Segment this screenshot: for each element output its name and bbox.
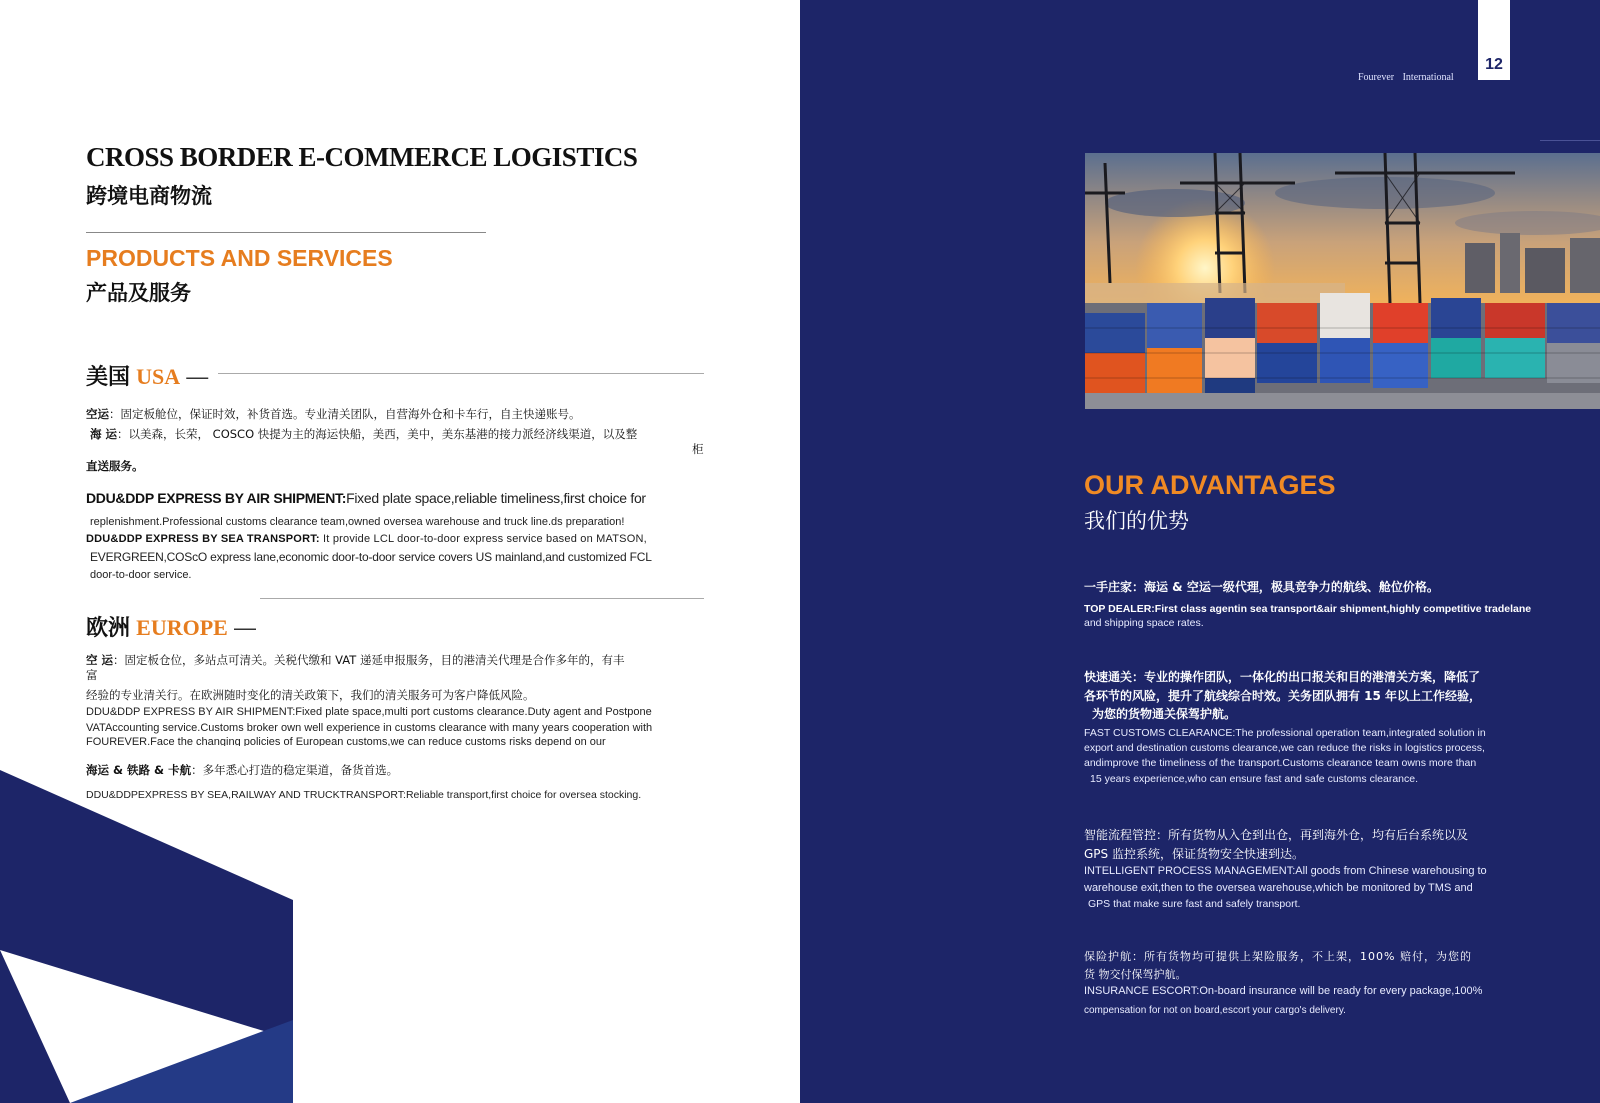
advantage-2-en-2: export and destination customs clearance,we can reduce the risks in logistics process, [1084, 742, 1485, 754]
europe-rule [260, 598, 704, 599]
products-title: PRODUCTS AND SERVICES [86, 245, 393, 271]
advantage-1-en-2: and shipping space rates. [1084, 617, 1204, 629]
page-title-cn: 跨境电商物流 [86, 184, 212, 208]
usa-sea-cn-2: 直送服务。 [86, 459, 144, 473]
title-divider [86, 232, 486, 233]
usa-heading-en: USA [136, 364, 181, 389]
advantage-2-cn-2: 各环节的风险，提升了航线综合时效。关务团队拥有 15 年以上工作经验， [1084, 689, 1482, 703]
europe-air-cn-wrap: 富 [86, 668, 98, 682]
advantage-4-en-2: compensation for not on board,escort your cargo's delivery. [1084, 1005, 1346, 1016]
usa-heading-dash: — [186, 364, 209, 389]
advantages-title: OUR ADVANTAGES [1084, 470, 1336, 500]
advantages-title-cn: 我们的优势 [1084, 509, 1189, 533]
advantage-3-en: INTELLIGENT PROCESS MANAGEMENT:All goods from Chinese warehousing to [1084, 865, 1487, 877]
europe-air-en-3-clip [86, 736, 606, 746]
advantage-2-en: FAST CUSTOMS CLEARANCE:The professional operation team,integrated solution in [1084, 727, 1486, 739]
europe-air-en: DDU&DDP EXPRESS BY AIR SHIPMENT:Fixed plate space,multi port customs clearance.Duty agent and Postpone [86, 706, 652, 718]
usa-sea-en-2: EVERGREEN,COScO express lane,economic door-to-door service covers US mainland,and customized FCL [90, 550, 652, 564]
europe-air-en-3: FOUREVER.Face the changing policies of European customs,we can reduce customs risks depend on our [86, 736, 606, 746]
brand-name: Fourever International [1358, 72, 1454, 83]
europe-heading-dash: — [233, 615, 256, 640]
advantage-3-cn: 智能流程管控：所有货物从入仓到出仓，再到海外仓，均有后台系统以及 [1084, 828, 1469, 842]
usa-air-en: DDU&DDP EXPRESS BY AIR SHIPMENT:Fixed plate space,reliable timeliness,first choice for [86, 490, 646, 506]
usa-air-en-2: replenishment.Professional customs clearance team,owned oversea warehouse and truck line.ds preparation! [90, 516, 625, 528]
advantage-4-en: INSURANCE ESCORT:On-board insurance will be ready for every package,100% [1084, 985, 1483, 997]
advantage-3-cn-2: GPS 监控系统，保证货物安全快速到达。 [1084, 847, 1304, 861]
europe-rail-cn: 海运 & 铁路 & 卡航：多年悉心打造的稳定渠道，备货首选。 [86, 763, 399, 777]
europe-air-cn-2: 经验的专业清关行。在欧洲随时变化的清关政策下，我们的清关服务可为客户降低风险。 [86, 688, 535, 702]
europe-air-cn: 空 运：固定板仓位，多站点可清关。关税代缴和 VAT 递延申报服务，目的港清关代理是合作多年的，有丰 [86, 653, 625, 667]
usa-sea-en: DDU&DDP EXPRESS BY SEA TRANSPORT: It provide LCL door-to-door express service based on MATSON, [86, 533, 647, 545]
advantage-3-en-2: warehouse exit,then to the oversea warehouse,which be monitored by TMS and [1084, 882, 1473, 894]
europe-rail-en: DDU&DDPEXPRESS BY SEA,RAILWAY AND TRUCKTRANSPORT:Reliable transport,first choice for oversea stocking. [86, 789, 642, 801]
advantage-3-en-3: GPS that make sure fast and safely transport. [1088, 898, 1301, 910]
navy-triangle-decoration [0, 770, 300, 1103]
advantage-2-en-3: andimprove the timeliness of the transport.Customs clearance team owns more than [1084, 757, 1477, 769]
usa-sea-en-3: door-to-door service. [90, 569, 192, 581]
usa-rule [218, 373, 704, 374]
products-title-cn: 产品及服务 [86, 281, 191, 305]
usa-heading [86, 360, 208, 391]
advantage-4-cn-2: 货 物交付保驾护航。 [1084, 968, 1187, 981]
port-illustration [1085, 153, 1600, 409]
usa-sea-cn-wrap: 柜 [692, 442, 704, 456]
page-number: 12 [1485, 56, 1503, 73]
europe-heading-cn: 欧洲 [86, 616, 131, 641]
advantage-1-en: TOP DEALER:First class agentin sea transport&air shipment,highly competitive tradelane [1084, 603, 1532, 615]
usa-sea-cn: 海 运：以美森，长荣， COSCO 快提为主的海运快船，美西，美中，美东基港的接力派经济线渠道，以及整 [90, 427, 638, 441]
europe-air-en-2: VATAccounting service.Customs broker own well experience in customs clearance with many years cooperation with [86, 722, 653, 734]
usa-air-cn: 空运：固定板舱位，保证时效，补货首选。专业清关团队，自营海外仓和卡车行，自主快递账号。 [86, 407, 581, 421]
advantage-1-cn: 一手庄家：海运 & 空运一级代理，极具竞争力的航线、舱位价格。 [1084, 580, 1439, 594]
europe-heading-en: EUROPE [136, 615, 228, 640]
advantage-2-cn-3: 为您的货物通关保驾护航。 [1092, 707, 1237, 721]
port-container-photo [1085, 153, 1600, 409]
usa-heading-cn: 美国 [86, 365, 131, 390]
page-title: CROSS BORDER E-COMMERCE LOGISTICS [86, 142, 638, 172]
advantage-2-cn: 快速通关：专业的操作团队，一体化的出口报关和目的港清关方案，降低了 [1084, 670, 1481, 684]
header-rule [1540, 140, 1600, 141]
europe-heading [86, 611, 256, 642]
advantage-2-en-4: 15 years experience,who can ensure fast and safe customs clearance. [1090, 773, 1419, 785]
advantage-4-cn: 保险护航：所有货物均可提供上架险服务，不上架，100% 赔付，为您的 [1084, 950, 1472, 963]
